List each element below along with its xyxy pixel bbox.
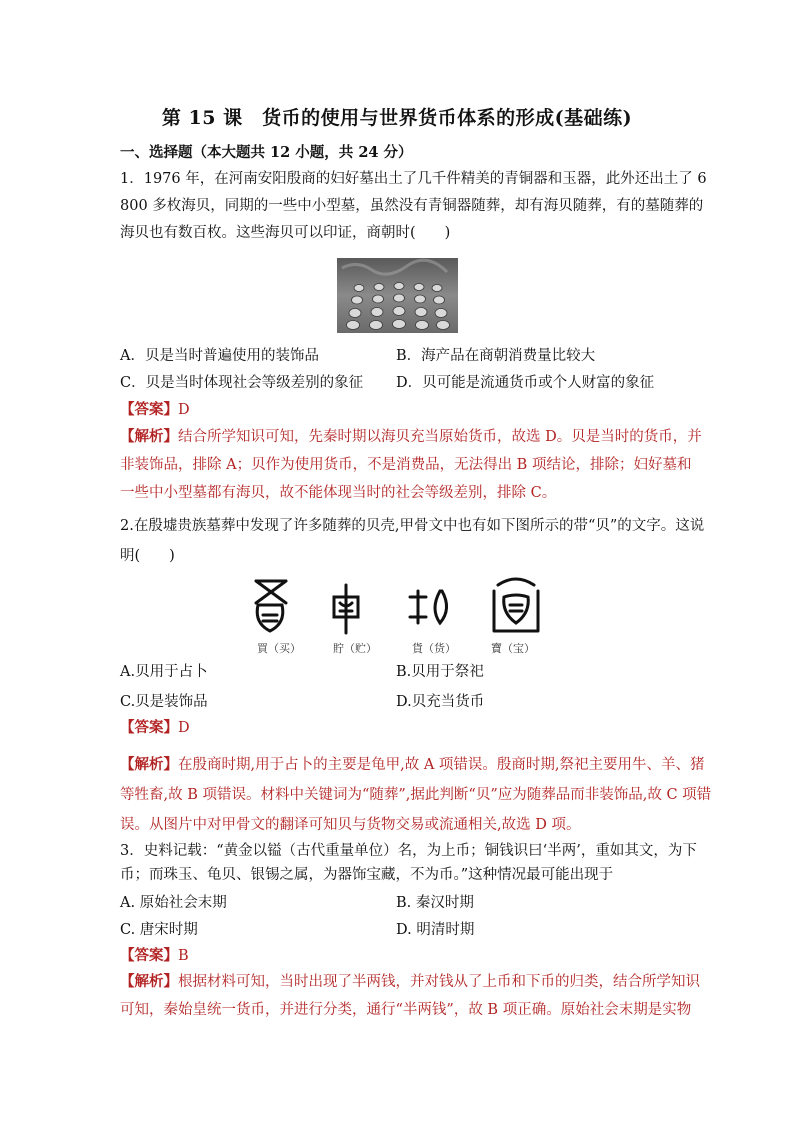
glyph-label-store: 貯（贮） xyxy=(333,642,377,655)
q2-stem-line-2: 明( ) xyxy=(120,548,175,564)
q1-stem-line-2: 800 多枚海贝，同期的一些中小型墓，虽然没有青铜器随葬，却有海贝随葬，有的墓随葬的 xyxy=(120,198,704,214)
q2-option-d: D.贝充当货币 xyxy=(396,694,485,710)
answer-tag: 【答案】 xyxy=(120,719,178,736)
q1-answer xyxy=(120,400,680,420)
q1-stem-line-3: 海贝也有数百枚。这些海贝可以印证，商朝时( ) xyxy=(120,225,451,241)
q1-option-c: C．贝是当时体现社会等级差别的象征 xyxy=(120,375,364,391)
answer-tag: 【答案】 xyxy=(120,947,178,964)
answer-value: D xyxy=(178,402,190,418)
q3-analysis-line-1 xyxy=(120,972,700,992)
q2-analysis-line-3: 误。从图片中对甲骨文的翻译可知贝与货物交易或流通相关,故选 D 项。 xyxy=(120,817,581,833)
analysis-text: 结合所学知识可知，先秦时期以海贝充当原始货币，故选 D。贝是当时的货币，并 xyxy=(178,429,702,445)
q1-option-d: D．贝可能是流通货币或个人财富的象征 xyxy=(396,375,655,391)
q1-analysis-line-3: 一些中小型墓都有海贝，故不能体现当时的社会等级差别，排除 C。 xyxy=(120,485,557,501)
q1-analysis-line-2: 非装饰品，排除 A；贝作为使用货币，不是消费品，无法得出 B 项结论，排除；妇好墓和 xyxy=(120,457,692,473)
q1-stem-line-1: 1．1976 年，在河南安阳殷商的妇好墓出土了几千件精美的青铜器和玉器，此外还出土了 6 xyxy=(120,171,707,187)
q3-stem-line-2: 币；而珠玉、龟贝、银锡之属，为器饰宝藏，不为币。”这种情况最可能出现于 xyxy=(120,867,614,883)
q2-option-b: B.贝用于祭祀 xyxy=(396,664,484,680)
seashell-photo xyxy=(337,258,458,333)
q3-option-d: D. 明清时期 xyxy=(396,922,475,938)
q3-stem-line-1: 3．史料记载：“黄金以镒（古代重量单位）名，为上币；铜钱识曰‘半两’，重如其文，为下 xyxy=(120,843,697,859)
page-title: 第 15 课 货币的使用与世界货币体系的形成(基础练) xyxy=(161,107,633,129)
analysis-text: 根据材料可知，当时出现了半两钱，并对钱从了上币和下币的归类，结合所学知识 xyxy=(178,974,700,990)
section-heading: 一、选择题（本大题共 12 小题，共 24 分） xyxy=(120,144,413,161)
answer-tag: 【答案】 xyxy=(120,401,178,418)
q2-stem-line-1: 2.在殷墟贵族墓葬中发现了许多随葬的贝壳,甲骨文中也有如下图所示的带“贝”的文字。这说 xyxy=(120,518,705,534)
q3-option-a: A. 原始社会末期 xyxy=(120,895,227,911)
q1-analysis-line-1 xyxy=(120,427,702,447)
analysis-tag: 【解析】 xyxy=(120,756,178,773)
q2-answer xyxy=(120,718,680,738)
q2-analysis-line-2: 等牲畜,故 B 项错误。材料中关键词为“随葬”,据此判断“贝”应为随葬品而非装饰品,故 C 项错 xyxy=(120,787,712,803)
q3-option-b: B. 秦汉时期 xyxy=(396,895,474,911)
analysis-tag: 【解析】 xyxy=(120,973,178,990)
q3-analysis-line-2: 可知，秦始皇统一货币，并进行分类，通行“半两钱”，故 B 项正确。原始社会末期是实物 xyxy=(120,1002,692,1018)
analysis-tag: 【解析】 xyxy=(120,428,178,445)
q3-option-c: C. 唐宋时期 xyxy=(120,922,198,938)
glyph-label-buy: 買（买） xyxy=(257,642,301,655)
answer-value: D xyxy=(178,720,190,736)
q3-answer xyxy=(120,946,680,966)
q2-option-c: C.贝是装饰品 xyxy=(120,694,208,710)
analysis-text: 在殷商时期,用于占卜的主要是龟甲,故 A 项错误。殷商时期,祭祀主要用牛、羊、猪 xyxy=(178,757,705,773)
glyph-label-goods: 貨（货） xyxy=(412,642,456,655)
q1-option-a: A．贝是当时普遍使用的装饰品 xyxy=(120,348,319,364)
q2-analysis-line-1 xyxy=(120,755,705,775)
glyph-label-treasure: 寶（宝） xyxy=(491,642,535,655)
q2-option-a: A.贝用于占卜 xyxy=(120,664,208,680)
answer-value: B xyxy=(178,948,189,964)
q1-option-b: B．海产品在商朝消费量比较大 xyxy=(396,348,596,364)
